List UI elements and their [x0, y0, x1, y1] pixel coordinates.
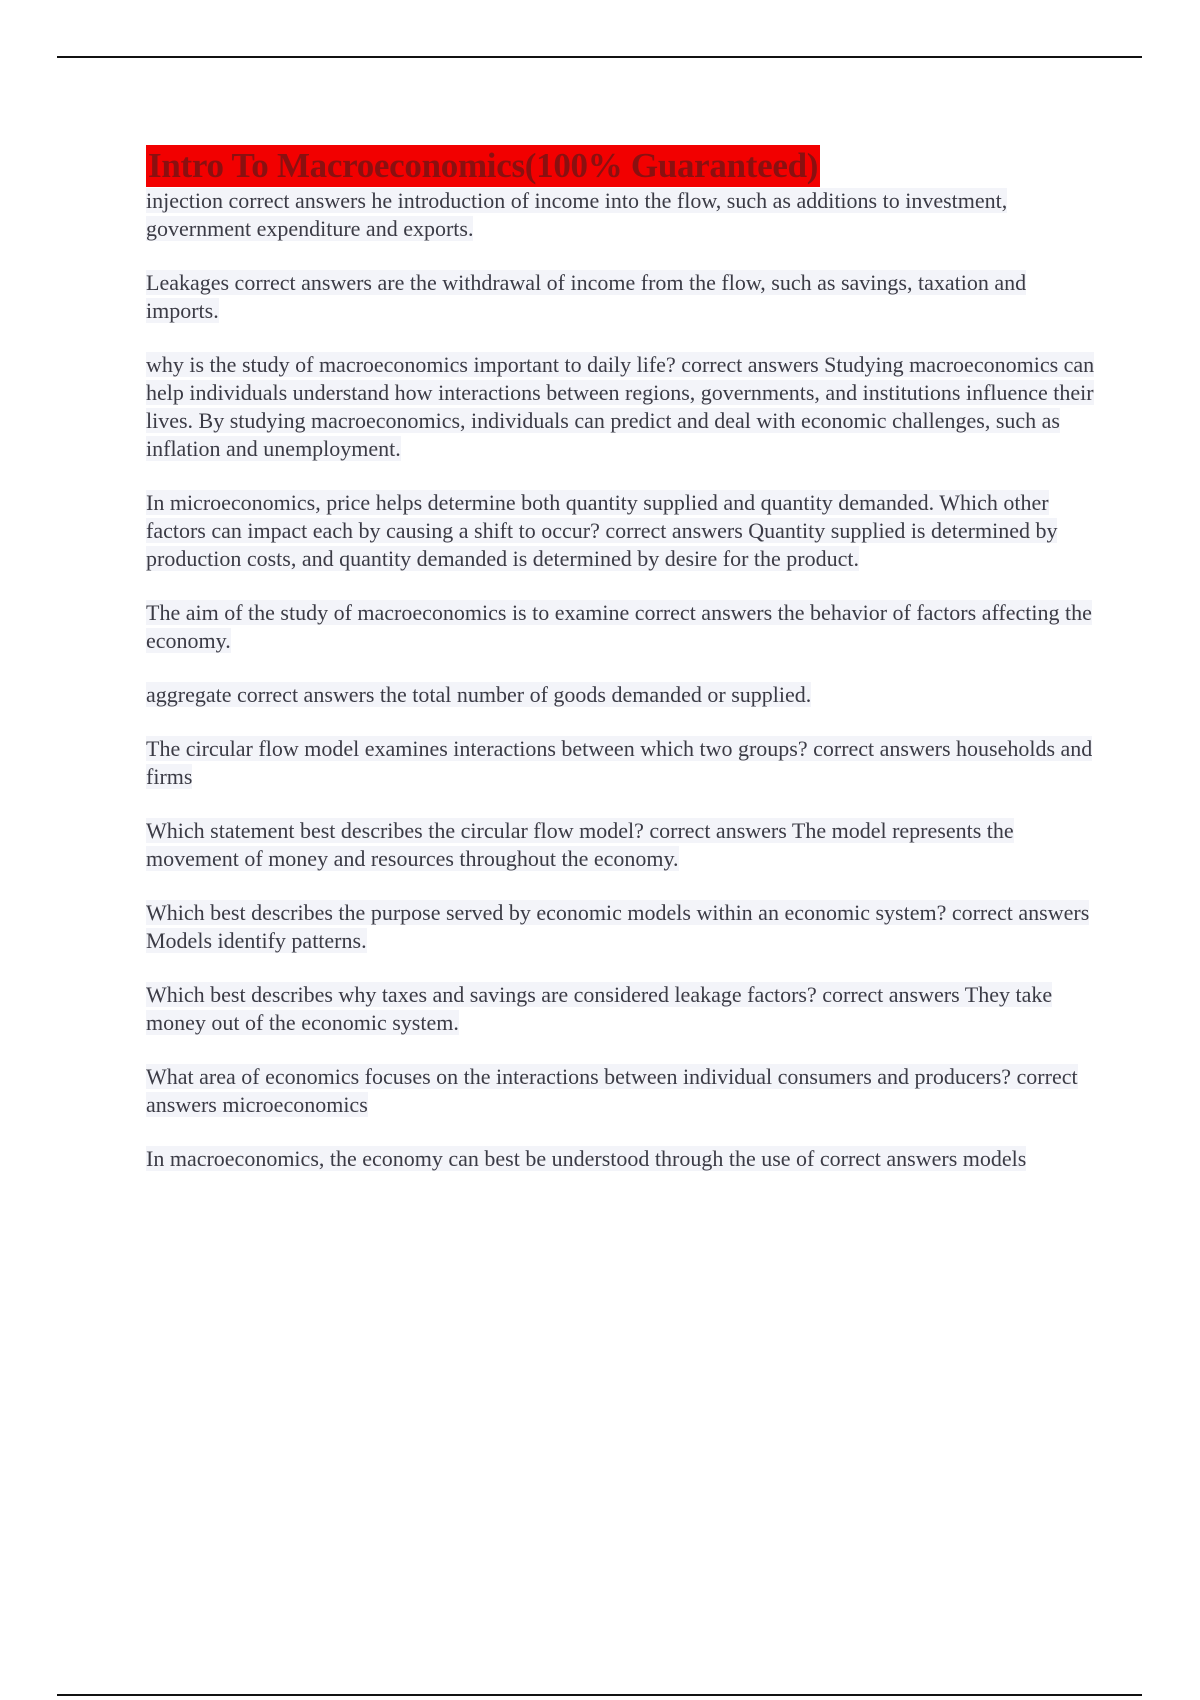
qa-text: Leakages correct answers are the withdrawal of income from the flow, such as savings, taxation and imports. [146, 270, 1027, 323]
qa-text: why is the study of macroeconomics important to daily life? correct answers Studying macroeconomics can help individuals understand how interactions between regions, governments, and institutions influence their lives. By studying macroeconomics, individuals can predict and deal with economic challenges, such as inflation and unemployment. [146, 352, 1095, 461]
qa-entry [146, 735, 1096, 791]
qa-entry [146, 187, 1096, 243]
bottom-rule [57, 1694, 1142, 1696]
qa-text: Which best describes the purpose served by economic models within an economic system? correct answers Models identify patterns. [146, 900, 1090, 953]
qa-entry [146, 681, 1096, 709]
document-body [146, 145, 1096, 1173]
qa-text: The circular flow model examines interactions between which two groups? correct answers households and firms [146, 736, 1093, 789]
qa-text: In microeconomics, price helps determine both quantity supplied and quantity demanded. Which other factors can impact each by causing a shift to occur? correct answers Quantity supplied is determined by production costs, and quantity demanded is determined by desire for the product. [146, 490, 1058, 571]
qa-entry [146, 899, 1096, 955]
document-title: Intro To Macroeconomics(100% Guaranteed) [148, 146, 819, 185]
top-rule [57, 56, 1142, 58]
qa-text: aggregate correct answers the total number of goods demanded or supplied. [146, 682, 812, 707]
qa-entry [146, 1063, 1096, 1119]
qa-text: The aim of the study of macroeconomics is to examine correct answers the behavior of factors affecting the economy. [146, 600, 1092, 653]
qa-text: In macroeconomics, the economy can best be understood through the use of correct answers models [146, 1146, 1027, 1171]
qa-text: Which best describes why taxes and savings are considered leakage factors? correct answers They take money out of the economic system. [146, 982, 1053, 1035]
qa-text: Which statement best describes the circular flow model? correct answers The model represents the movement of money and resources throughout the economy. [146, 818, 1014, 871]
qa-text: What area of economics focuses on the interactions between individual consumers and producers? correct answers microeconomics [146, 1064, 1078, 1117]
qa-entry [146, 599, 1096, 655]
qa-entry [146, 489, 1096, 573]
qa-entry [146, 269, 1096, 325]
qa-entry [146, 981, 1096, 1037]
qa-text: injection correct answers he introduction of income into the flow, such as additions to investment, government expenditure and exports. [146, 188, 1008, 241]
qa-entry [146, 1145, 1096, 1173]
qa-entry [146, 351, 1096, 463]
qa-entry [146, 817, 1096, 873]
